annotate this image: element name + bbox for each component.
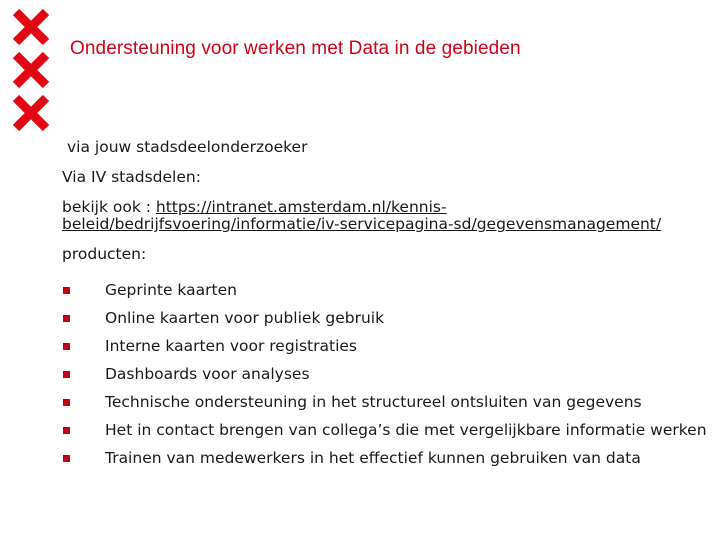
list-item — [62, 304, 712, 332]
producten-label: producten: — [62, 245, 147, 263]
producten-list — [62, 276, 712, 472]
bullet-icon — [63, 427, 70, 434]
list-item-label: Dashboards voor analyses — [105, 365, 310, 383]
bullet-icon — [63, 315, 70, 322]
bullet-icon — [63, 343, 70, 350]
list-item — [62, 360, 712, 388]
intro-text: via jouw stadsdeelonderzoeker — [67, 138, 308, 156]
list-item — [62, 444, 712, 472]
list-item — [62, 388, 712, 416]
list-item — [62, 332, 712, 360]
list-item — [62, 276, 712, 304]
bullet-icon — [63, 455, 70, 462]
list-item-label: Trainen van medewerkers in het effectief kunnen gebruiken van data — [105, 449, 641, 467]
x-cross-icon — [12, 8, 50, 46]
list-item-label: Interne kaarten voor registraties — [105, 337, 358, 355]
via-line: Via IV stadsdelen: — [62, 168, 201, 186]
list-item — [62, 416, 712, 444]
list-item-label: Technische ondersteuning in het structureel ontsluiten van gegevens — [105, 393, 642, 411]
slide-body — [62, 138, 712, 472]
list-item-label: Geprinte kaarten — [105, 281, 237, 299]
x-cross-icon — [12, 51, 50, 89]
bullet-icon — [63, 399, 70, 406]
bullet-icon — [63, 371, 70, 378]
page-title: Ondersteuning voor werken met Data in de gebieden — [70, 38, 521, 59]
link-prefix: bekijk ook : — [62, 198, 156, 216]
x-cross-icon — [12, 94, 50, 132]
intranet-link[interactable]: https://intranet.amsterdam.nl/kennis-beleid/bedrijfsvoering/informatie/iv-servicepagina-sd/gegevensmanagement/ — [62, 198, 662, 233]
list-item-label: Het in contact brengen van collega’s die met vergelijkbare informatie werken — [105, 421, 707, 439]
link-line — [62, 199, 712, 233]
bullet-icon — [63, 287, 70, 294]
list-item-label: Online kaarten voor publiek gebruik — [105, 309, 385, 327]
amsterdam-logo — [12, 8, 50, 137]
